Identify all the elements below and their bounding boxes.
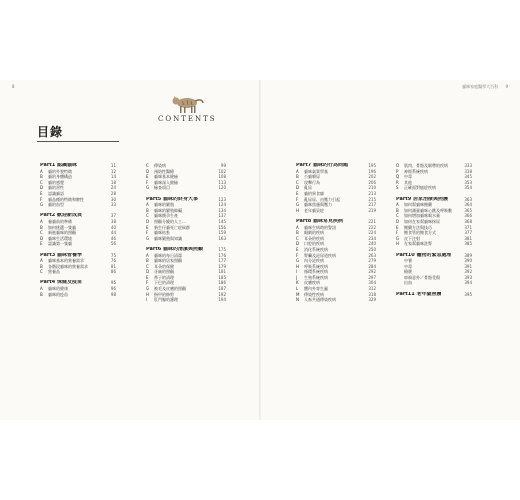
entry-title: P 神經系統疾病	[396, 168, 428, 174]
entry-letter: A	[40, 218, 43, 224]
entry-title: D 口腔的疾病	[296, 241, 324, 247]
entry-page-number: 195	[368, 163, 376, 168]
entry-page-number: 81	[110, 263, 116, 269]
entry-page-number: 206	[368, 179, 376, 185]
entry-letter: E	[146, 274, 149, 280]
entry-title: C 營養品	[40, 269, 60, 275]
entry-title: Part6 貓咪的清潔與照顧	[146, 246, 203, 252]
entry-page-number: 30	[110, 196, 116, 202]
entry-page-number: 240	[368, 241, 376, 247]
entry-page-number: 366	[464, 213, 472, 219]
toc-entry	[40, 292, 116, 298]
entry-page-number: 37	[110, 213, 116, 219]
entry-letter: G	[296, 202, 300, 208]
entry-page-number: 181	[218, 269, 226, 275]
toc-column-3	[296, 163, 376, 303]
entry-letter: G	[146, 235, 150, 241]
entry-letter: B	[296, 174, 299, 180]
entry-page-number: 217	[368, 202, 376, 208]
entry-letter: G	[296, 258, 300, 264]
entry-page-number: 329	[368, 297, 376, 303]
entry-page-number: 192	[218, 291, 226, 297]
entry-page-number: 156	[218, 224, 226, 230]
entry-page-number: 354	[464, 185, 472, 191]
entry-page-number: 99	[220, 163, 226, 168]
entry-page-number: 163	[218, 235, 226, 241]
entry-page-number: 389	[464, 252, 472, 258]
entry-title: B 貓的身體構造	[40, 174, 72, 180]
entry-letter: S	[396, 185, 399, 191]
entry-page-number: 284	[368, 263, 376, 269]
entry-letter: C	[40, 269, 43, 275]
entry-title: C 攻擊行為	[296, 179, 320, 185]
entry-title: B 如何測量貓咪心跳及呼吸數	[396, 207, 452, 213]
entry-letter: C	[40, 230, 43, 236]
entry-title: Part4 保健及疫苗	[40, 280, 82, 286]
entry-title: 車禍意外／骨骼受傷	[404, 274, 440, 280]
entry-title: F 貓咪結紮	[146, 230, 170, 236]
entry-title: Part8 貓咪常見疾病	[296, 218, 343, 224]
entry-title: K 皮膚疾病	[296, 280, 320, 286]
entry-page-number: 177	[218, 258, 226, 264]
entry-letter: G	[146, 286, 150, 292]
entry-page-number: 363	[464, 196, 472, 202]
entry-letter: A	[40, 258, 43, 264]
entry-letter: B	[396, 207, 399, 213]
entry-letter: B	[296, 230, 299, 236]
entry-title: B 貓咪的繁殖障礙	[146, 207, 182, 213]
entry-title: D 照顧分娩的人工…	[146, 218, 186, 224]
entry-page-number: 353	[464, 179, 472, 185]
page-number-right: 9	[505, 84, 508, 89]
entry-title: A 貓的外貌特徵	[40, 168, 72, 174]
entry-letter: E	[40, 241, 43, 247]
entry-page-number: 185	[218, 274, 226, 280]
entry-page-number: 102	[218, 168, 226, 174]
entry-title: C 耳朵的疾病	[296, 235, 324, 241]
entry-page-number: 44	[110, 230, 116, 236]
toc-column-2	[146, 163, 226, 303]
entry-title: Part5 貓咪的終身大事	[146, 196, 198, 202]
entry-title: 中毒	[404, 263, 412, 269]
entry-title: D 貓咪生活環境	[40, 235, 72, 241]
entry-letter: O	[396, 163, 400, 168]
entry-letter: D	[146, 269, 150, 275]
entry-title: B 貓咪的居家照顧	[146, 258, 182, 264]
entry-letter: H	[296, 207, 300, 213]
entry-title: Q 中毒	[396, 174, 412, 180]
entry-title: F 亂尿尿、由壓力引起	[296, 196, 340, 202]
entry-letter: A	[396, 202, 399, 208]
entry-page-number: 98	[110, 291, 116, 297]
entry-page-number: 38	[110, 218, 116, 224]
entry-page-number: 28	[110, 190, 116, 196]
entry-letter: A	[146, 252, 149, 258]
entry-page-number: 186	[218, 280, 226, 286]
entry-title: I 循環系統疾病	[296, 269, 328, 275]
entry-page-number: 318	[368, 291, 376, 297]
entry-title: H 指甲的修剪	[146, 291, 174, 297]
entry-page-number: 292	[368, 269, 376, 275]
toc-entry	[296, 297, 376, 303]
entry-title: Part1 認識貓咪	[40, 163, 77, 168]
entry-letter: F	[296, 196, 299, 202]
entry-page-number: 159	[218, 230, 226, 236]
entry-title: R 其他	[396, 179, 412, 185]
entry-title: A 養貓前的準備	[40, 218, 72, 224]
entry-page-number: 385	[464, 241, 472, 247]
entry-letter: C	[146, 163, 149, 168]
entry-page-number: 33	[110, 202, 116, 208]
entry-page-number: 394	[464, 280, 472, 286]
toc-column-1	[40, 163, 116, 297]
entry-page-number: 113	[218, 179, 226, 185]
entry-page-number: 213	[368, 190, 376, 196]
entry-page-number: 215	[368, 196, 376, 202]
entry-page-number: 123	[218, 196, 226, 202]
entry-letter: L	[296, 286, 299, 292]
entry-letter: I	[296, 269, 298, 275]
entry-page-number: 377	[464, 230, 472, 236]
entry-page-number: 40	[110, 224, 116, 230]
entry-title: B 貓咪的疫苗	[40, 291, 68, 297]
entry-page-number: 390	[464, 258, 472, 264]
entry-title: A 貓咪生病時的警訊	[296, 224, 336, 230]
entry-title: F 貓咪深入健檢	[146, 179, 178, 185]
entry-page-number: 393	[464, 274, 472, 280]
running-header	[456, 84, 508, 90]
entry-title: E 貓咪基本健檢	[146, 174, 178, 180]
entry-page-number: 221	[368, 218, 376, 224]
entry-page-number: 76	[110, 258, 116, 264]
entry-letter: D	[146, 218, 150, 224]
entry-title: Part11 老年貓照護	[396, 291, 442, 297]
entry-title: D 預防性醫療	[146, 168, 174, 174]
entry-letter: R	[396, 179, 399, 185]
entry-letter: Q	[396, 174, 400, 180]
entry-letter: A	[40, 168, 43, 174]
entry-title: B 公貓噴尿	[296, 174, 320, 180]
entry-title: Part7 貓咪的行為問題	[296, 163, 348, 168]
entry-letter: D	[40, 235, 44, 241]
entry-page-number: 279	[368, 258, 376, 264]
entry-page-number: 297	[368, 274, 376, 280]
entry-page-number: 175	[218, 246, 226, 252]
entry-page-number: 391	[464, 263, 472, 269]
entry-title: C 新進貓咪的照顧	[40, 230, 76, 236]
entry-letter: E	[146, 224, 149, 230]
entry-page-number: 11	[110, 163, 116, 168]
entry-page-number: 333	[464, 163, 472, 168]
entry-page-number: 46	[110, 235, 116, 241]
entry-page-number: 108	[218, 174, 226, 180]
entry-title: D 亂尿	[296, 185, 312, 191]
entry-page-number: 210	[368, 185, 376, 191]
entry-letter: N	[296, 297, 299, 303]
entry-title: N 人畜共通傳染疾病	[296, 297, 336, 303]
entry-title: Part3 貓咪營養學	[40, 252, 82, 258]
entry-letter: A	[296, 168, 299, 174]
entry-letter: D	[296, 185, 300, 191]
entry-page-number: 145	[218, 218, 226, 224]
entry-title: D 牙齒的照顧	[146, 269, 174, 275]
entry-title: 燒燙	[404, 269, 412, 275]
entry-letter: B	[146, 258, 149, 264]
entry-title: G 皮下注射	[396, 235, 420, 241]
entry-page-number: 18	[110, 179, 116, 185]
entry-title: A 貓咪基本的營養需求	[40, 258, 84, 264]
entry-title: H 老年貓呆症	[296, 207, 324, 213]
entry-title: G 內分泌疾病	[296, 258, 324, 264]
entry-page-number: 124	[218, 202, 226, 208]
entry-title: E 餵藥方法與技巧	[396, 224, 432, 230]
entry-letter: D	[40, 185, 44, 191]
entry-letter: G	[396, 235, 400, 241]
entry-title: A 貓咪氣質學基	[296, 168, 328, 174]
entry-letter: C	[296, 235, 299, 241]
entry-letter: F	[296, 252, 299, 258]
entry-page-number: 95	[110, 280, 116, 286]
toc-entry	[146, 297, 226, 303]
entry-letter: A	[146, 202, 149, 208]
entry-title: L 體內外寄生蟲	[296, 286, 328, 292]
toc-title: 目錄	[37, 125, 64, 139]
entry-title: C 貓咪懷孕生產	[146, 213, 178, 219]
entry-letter: H	[396, 241, 400, 247]
entry-page-number: 338	[464, 168, 472, 174]
entry-page-number: 263	[368, 252, 376, 258]
entry-letter: F	[146, 230, 149, 236]
entry-title: F 腎臟及泌尿道疾病	[296, 252, 336, 258]
entry-letter: C	[396, 213, 399, 219]
entry-title: M 傳染性疾病	[296, 291, 324, 297]
entry-title: E 認識貓語	[40, 190, 64, 196]
entry-title: A 貓咪的每日清潔	[146, 252, 182, 258]
entry-letter: B	[40, 174, 43, 180]
entry-letter: I	[146, 297, 148, 303]
entry-letter: G	[40, 202, 44, 208]
entry-title: D 如何在家幫貓咪採尿	[396, 218, 440, 224]
entry-title: C 如何增加貓咪喝水量	[396, 213, 440, 219]
entry-page-number: 75	[110, 252, 116, 258]
entry-title: S 正確面對癌症疾病	[396, 185, 436, 191]
entry-page-number: 14	[110, 174, 116, 180]
entry-letter: K	[296, 280, 299, 286]
entry-title: G 貓咪焦慮與壓力	[296, 202, 332, 208]
entry-letter: H	[296, 263, 300, 269]
entry-title: G 被毛及皮膚的照顧	[146, 286, 186, 292]
entry-letter: B	[40, 291, 43, 297]
page-number-left: 8	[12, 84, 15, 89]
entry-letter: H	[146, 291, 150, 297]
contents-heading: CONTENTS	[158, 115, 217, 123]
entry-letter: C	[146, 263, 149, 269]
entry-page-number: 176	[218, 252, 226, 258]
entry-title: A 如何幫貓咪餵藥	[396, 202, 432, 208]
entry-letter: J	[296, 274, 298, 280]
entry-title: Part9 居家治療與照護	[396, 196, 448, 202]
entry-title: F 貓品種的特徵和脾性	[40, 196, 84, 202]
entry-page-number: 371	[464, 224, 472, 230]
entry-letter: F	[146, 179, 149, 185]
entry-letter: C	[40, 179, 43, 185]
entry-title: I 肛門腺的護理	[146, 297, 178, 303]
cat-illustration	[170, 92, 206, 114]
entry-title: E 貓的異食癖	[296, 190, 324, 196]
entry-title: E 消化系統疾病	[296, 246, 328, 252]
entry-letter: P	[396, 168, 399, 174]
entry-page-number: 86	[110, 269, 116, 275]
entry-page-number: 202	[368, 174, 376, 180]
entry-letter: C	[296, 179, 299, 185]
entry-title: G 貓的血型	[40, 202, 64, 208]
entry-page-number: 187	[218, 286, 226, 292]
entry-page-number: 250	[368, 246, 376, 252]
entry-letter: E	[296, 190, 299, 196]
title-rule	[37, 141, 119, 142]
entry-letter: D	[296, 241, 300, 247]
entry-letter: B	[40, 263, 43, 269]
entry-page-number: 304	[368, 280, 376, 286]
entry-title: 中暑	[404, 258, 412, 264]
entry-title: E 鼻子的清理	[146, 274, 174, 280]
entry-page-number: 392	[464, 269, 472, 275]
entry-page-number: 219	[368, 207, 376, 213]
entry-page-number: 134	[218, 207, 226, 213]
entry-title: Part2 歡迎新成員	[40, 213, 82, 219]
entry-letter: E	[296, 246, 299, 252]
entry-letter: E	[146, 174, 149, 180]
entry-title: F 下巴的清理	[146, 280, 174, 286]
entry-title: E 新生仔貓死亡症候群	[146, 224, 190, 230]
entry-letter: A	[40, 286, 43, 292]
entry-page-number: 137	[218, 213, 226, 219]
entry-letter: D	[396, 218, 400, 224]
entry-page-number: 222	[368, 224, 376, 230]
entry-page-number: 24	[110, 185, 116, 191]
entry-letter: F	[40, 196, 43, 202]
entry-page-number: 179	[218, 263, 226, 269]
entry-title: B 眼睛的疾病	[296, 230, 324, 236]
entry-letter: E	[396, 224, 399, 230]
book-fold	[259, 80, 261, 420]
entry-page-number: 234	[368, 235, 376, 241]
entry-title: B 如何挑選一隻貓	[40, 224, 76, 230]
entry-page-number: 368	[464, 218, 472, 224]
entry-page-number: 312	[368, 286, 376, 292]
entry-title: G 貓咪繁殖與知識	[146, 235, 182, 241]
entry-letter: M	[296, 291, 300, 297]
book-title: 貓咪家庭醫學大百科	[462, 84, 499, 89]
entry-page-number: 364	[464, 202, 472, 208]
entry-title: G 檢查項目	[146, 185, 170, 191]
entry-title: D 貓的習性	[40, 185, 64, 191]
entry-page-number: 56	[110, 241, 116, 247]
entry-page-number: 365	[464, 207, 472, 213]
entry-title: 出血	[404, 280, 412, 286]
entry-title: H 呼吸系統疾病	[296, 263, 328, 269]
entry-page-number: 345	[464, 174, 472, 180]
entry-title: E 認識第一隻貓	[40, 241, 72, 247]
entry-letter: F	[396, 230, 399, 236]
entry-page-number: 196	[368, 168, 376, 174]
entry-page-number: 224	[368, 230, 376, 236]
toc-part-heading	[396, 292, 472, 298]
entry-page-number: 194	[218, 297, 226, 303]
entry-title: A 貓咪的健康	[40, 286, 68, 292]
entry-page-number: 96	[110, 286, 116, 292]
entry-title: F 餵食管的餵食方式	[396, 230, 436, 236]
entry-title: Part10 寵物的緊急處理	[396, 252, 452, 258]
entry-title: O 肌肉、骨骼及韌帶的疾病	[396, 163, 448, 168]
toc-column-4	[396, 163, 472, 297]
entry-title: H 在家幫貓咪洗腎	[396, 241, 432, 247]
entry-title: C 耳朵的保健	[146, 263, 174, 269]
entry-page-number: 395	[464, 291, 472, 297]
entry-letter: E	[40, 190, 43, 196]
entry-page-number: 120	[218, 185, 226, 191]
entry-letter: B	[40, 224, 43, 230]
entry-letter: C	[146, 213, 149, 219]
entry-letter: A	[296, 224, 299, 230]
entry-letter: D	[146, 168, 150, 174]
entry-letter: F	[146, 280, 149, 286]
entry-letter: B	[146, 207, 149, 213]
entry-page-number: 12	[110, 168, 116, 174]
entry-title: C 傳染病	[146, 163, 166, 168]
entry-title: C 貓的感覺	[40, 179, 64, 185]
entry-title: B 各階段貓咪的營養需求	[40, 263, 88, 269]
entry-title: A 貓咪的繁殖	[146, 202, 174, 208]
entry-page-number: 381	[464, 235, 472, 241]
entry-letter: G	[146, 185, 150, 191]
entry-title: J 生殖系統疾病	[296, 274, 328, 280]
